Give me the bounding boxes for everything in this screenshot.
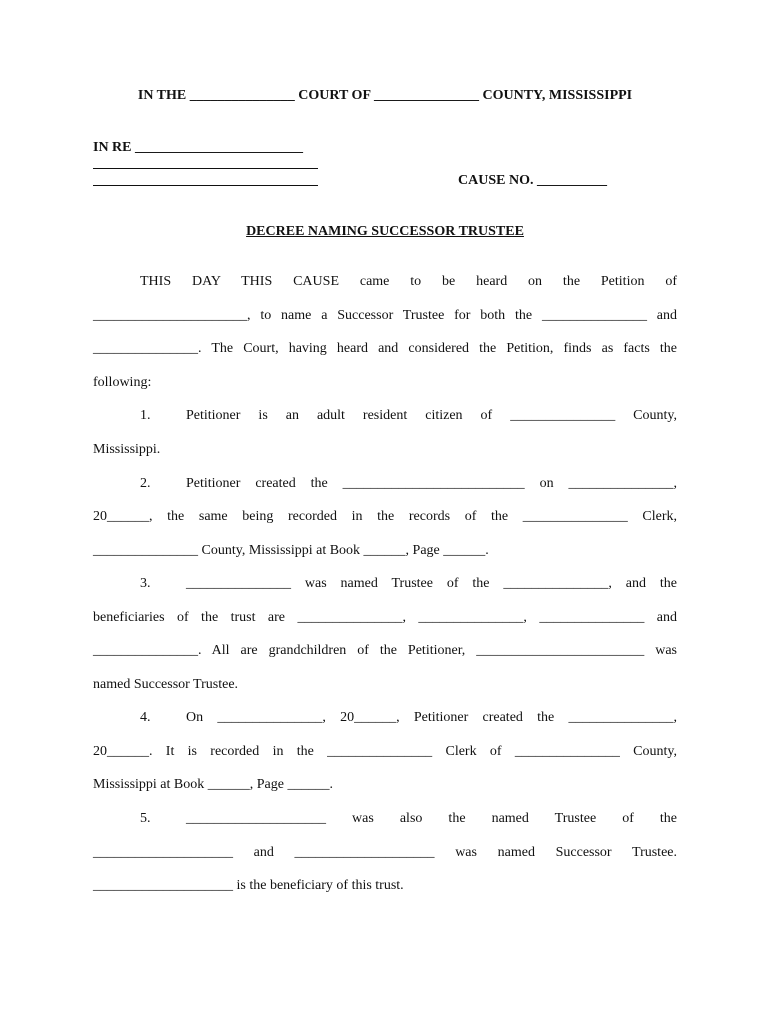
court-heading: IN THE _______________ COURT OF _______________ COUNTY, MISSISSIPPI	[137, 88, 633, 103]
fact-number: 2.	[140, 476, 151, 491]
fact-text: Petitioner created the __________________________ on _______________,	[186, 476, 677, 491]
fact-2-line-1	[140, 476, 677, 492]
fact-text: On _______________, 20______, Petitioner created the _______________,	[186, 710, 677, 725]
fact-4-line-1	[140, 710, 677, 726]
fact-text: ____________________ was also the named Trustee of the	[186, 811, 677, 826]
document-title: DECREE NAMING SUCCESSOR TRUSTEE	[246, 224, 524, 239]
fact-4-line-3: Mississippi at Book ______, Page ______.	[93, 777, 333, 792]
fact-number: 5.	[140, 811, 151, 826]
in-re-line: IN RE ________________________	[93, 140, 304, 155]
fact-5-line-3: ____________________ is the beneficiary of this trust.	[93, 878, 404, 893]
fact-5-line-2: ____________________ and ____________________ was named Successor Trustee.	[93, 845, 677, 860]
fact-4-line-2: 20______. It is recorded in the _______________ Clerk of _______________ County,	[93, 744, 677, 759]
intro-line-4: following:	[93, 375, 152, 390]
intro-line-1: THIS DAY THIS CAUSE came to be heard on the Petition of	[140, 274, 677, 289]
fact-1-line-2: Mississippi.	[93, 442, 161, 457]
fact-text: Petitioner is an adult resident citizen of _______________ County,	[186, 408, 677, 423]
fact-3-line-4: named Successor Trustee.	[93, 677, 239, 692]
fact-number: 3.	[140, 576, 151, 591]
intro-line-2: ______________________, to name a Successor Trustee for both the _______________ and	[93, 308, 677, 323]
fact-1-line-1	[140, 408, 677, 424]
in-re-blank-line-2	[93, 185, 318, 186]
intro-line-3: _______________. The Court, having heard and considered the Petition, finds as facts the	[93, 341, 677, 356]
fact-text: _______________ was named Trustee of the _______________, and the	[186, 576, 677, 591]
fact-3-line-3: _______________. All are grandchildren of the Petitioner, ________________________ was	[93, 643, 677, 658]
fact-5-line-1	[140, 811, 677, 827]
fact-3-line-1	[140, 576, 677, 592]
in-re-blank-line-1	[93, 168, 318, 169]
fact-number: 4.	[140, 710, 151, 725]
fact-3-line-2: beneficiaries of the trust are _______________, _______________, _______________ and	[93, 610, 677, 625]
cause-number: CAUSE NO. __________	[458, 173, 607, 188]
fact-2-line-2: 20______, the same being recorded in the records of the _______________ Clerk,	[93, 509, 677, 524]
fact-number: 1.	[140, 408, 151, 423]
fact-2-line-3: _______________ County, Mississippi at Book ______, Page ______.	[93, 543, 489, 558]
